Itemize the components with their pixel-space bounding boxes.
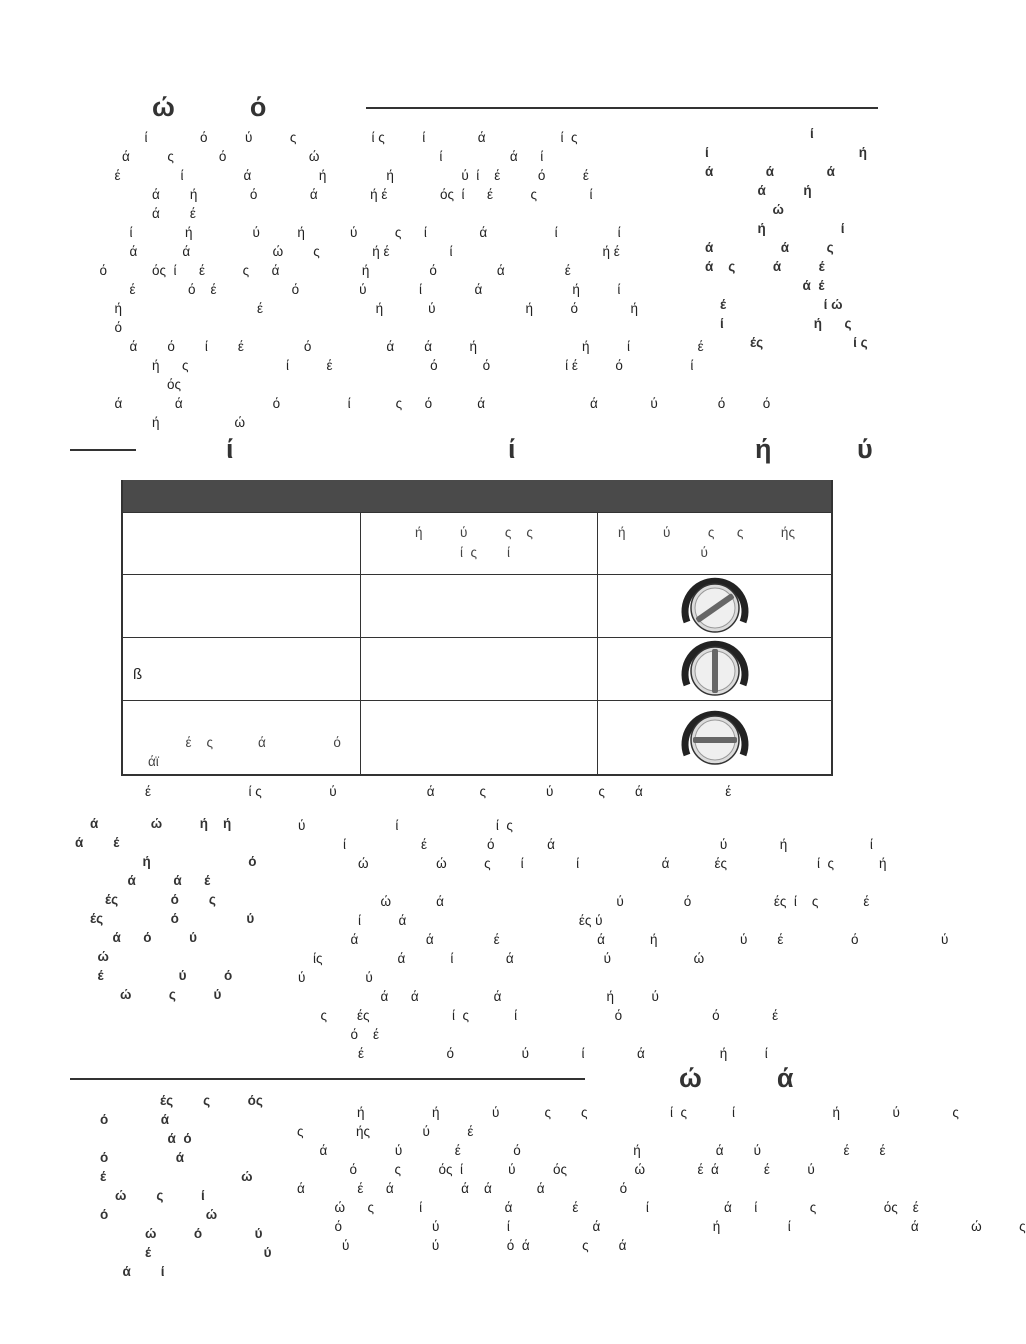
text-line: ί ά ές ύ [298,913,603,928]
text-line: ές ί ς [705,335,868,350]
text-line: ύ ύ ό ά ς ά [297,1238,627,1253]
table-row [123,637,831,700]
table-row-knob-cell [597,701,831,774]
text-line: ές ό ς [75,892,216,907]
text-line: έ ώ [85,1169,253,1184]
settings-table [121,480,833,776]
table-row-value [360,638,597,700]
text-line: ώ ς ύ [75,987,222,1002]
section1-title-rule [366,107,878,109]
table-row [123,700,831,774]
text-line: ά ά ς [705,240,834,255]
section4-title: ώ ά [679,1063,794,1093]
section1-title: ώ ό [152,92,267,122]
text-line: ς ές ί ς ί ό ό έ [298,1008,779,1023]
text-line: ά ς ά έ [705,259,825,274]
text-line: ώ [75,949,109,964]
text-line: έ ί ώ [705,297,843,312]
text-line: ό ά [85,1112,170,1127]
thermostat-knob-icon [681,641,749,697]
table-row-knob-cell [597,638,831,700]
text-line: ί ή [705,145,868,160]
text-line: ί ή ς [705,316,852,331]
text-line: ή ώ [92,415,246,430]
text-line: ά ό [85,1131,192,1146]
section4-left-column [85,1091,271,1281]
text-line: ό ώ [85,1207,218,1222]
section2-title-part-1: ί [226,434,234,464]
text-line: ά ά ώ ς ή έ ί ή έ [92,244,620,259]
text-line: ύ ύ [298,970,373,985]
text-line: ό έ [298,1027,380,1042]
text-line: ά ά ά ή ύ [298,989,659,1004]
section2-title-part-2: ί [508,434,516,464]
table-header-bar [123,480,831,512]
table-row-knob-cell [597,575,831,637]
text-line: ά ά ά [705,164,835,179]
text-line: ό ά [85,1150,185,1165]
text-line: ό ς ός ί ύ ός ώ έ ά έ ύ [297,1162,815,1177]
text-line: ά ύ έ ό ή ά ύ έ έ [297,1143,886,1158]
text-line: ς ής ύ έ [297,1124,474,1139]
table-row-label [123,575,360,637]
table-row-label: ß [133,666,143,683]
text-line: έ ί ά ή ή ύ ί έ ό έ [92,168,589,183]
text-line: ώ ώ ς ί ί ά ές ί ς ή [298,856,887,871]
text-line: ί έ ό ά ύ ή ί [298,837,873,852]
table-row [123,574,831,637]
text-line: ώ [705,202,784,217]
text-line: ά έ [75,835,120,850]
text-line: ή ό [75,854,257,869]
table-footnote: έ ί ς ύ ά ς ύ ς ά έ [145,784,732,799]
table-header-cell-3: ή ύ ς ς ής ύ [597,513,831,574]
table-row-label: έ ς ά ό άϊ [148,735,341,769]
text-line: ή ς ί έ ό ό ί έ ό ί [92,358,694,373]
text-line: ή ή ύ ς ς ί ς ί ή ύ ς [297,1105,959,1120]
table-row-value [360,701,597,774]
text-line: ά έ ά ά ά ά ό [297,1181,628,1196]
text-line: ά ά ό ί ς ό ά ά ύ ό ό [92,396,771,411]
text-line: ό [92,320,123,335]
section1-body [92,128,770,432]
text-line: ές ς ός [85,1093,263,1108]
section2-title-part-4: ύ [857,434,873,464]
text-line: ώ ό ύ [85,1226,263,1241]
section2-left-rule [70,449,136,451]
table-header-row [123,512,831,574]
text-line: ί ό ύ ς ί ς ί ά ί ς [92,130,578,145]
text-line: ά ό ύ [75,930,197,945]
text-line: ά ό ί έ ό ά ά ή ή ί έ [92,339,704,354]
text-line: ό ύ ί ά ή ί ά ώ ς [297,1219,1026,1234]
text-line: ά ή [705,183,812,198]
text-line: ώ ς ί [85,1188,205,1203]
text-line: ή ί [705,221,845,236]
text-line: ί [705,126,814,141]
text-line: ή έ ή ύ ή ό ή [92,301,639,316]
text-line: ό ός ί έ ς ά ή ό ά έ [92,263,571,278]
text-line: ά ώ ή ή [75,816,232,831]
text-line: ά ά έ [75,873,211,888]
text-line: έ ύ [85,1245,272,1260]
section4-right-column [297,1103,1026,1255]
table-header-cell-1 [123,513,360,574]
text-line: ός [92,377,182,392]
text-line: ί ή ύ ή ύ ς ί ά ί ί [92,225,621,240]
text-line: ά ί [85,1264,165,1279]
text-line: έ ό έ ό ύ ί ά ή ί [92,282,621,297]
text-line: έ ύ ό [75,968,233,983]
section3-right-column [298,817,948,1064]
text-line: ά ς ό ώ ί ά ί [92,149,544,164]
text-line: ίς ά ί ά ύ ώ [298,951,705,966]
text-line: ύ ί ί ς [298,818,513,833]
text-line: ές ό ύ [75,911,255,926]
thermostat-knob-icon [681,709,749,767]
section4-left-rule [70,1078,585,1080]
text-line: έ ό ύ ί ά ή ί [298,1046,768,1061]
text-line: ώ ά ύ ό ές ί ς έ [298,894,870,909]
section2-title-part-3: ή [755,434,772,464]
text-line: ά έ [92,206,196,221]
thermostat-knob-icon [681,578,749,634]
text-line: ά ά έ ά ή ύ έ ό ύ [298,932,949,947]
table-row-value [360,575,597,637]
text-line: ώ ς ί ά έ ί ά ί ς ός έ [297,1200,919,1215]
section1-sidebar [705,124,868,352]
text-line: ά ή ό ά ή έ ός ί έ ς ί [92,187,593,202]
text-line [298,874,948,893]
table-header-cell-2: ή ύ ς ς ί ς ί [360,513,597,574]
section3-left-column [75,815,257,1005]
text-line: ά έ [705,278,825,293]
